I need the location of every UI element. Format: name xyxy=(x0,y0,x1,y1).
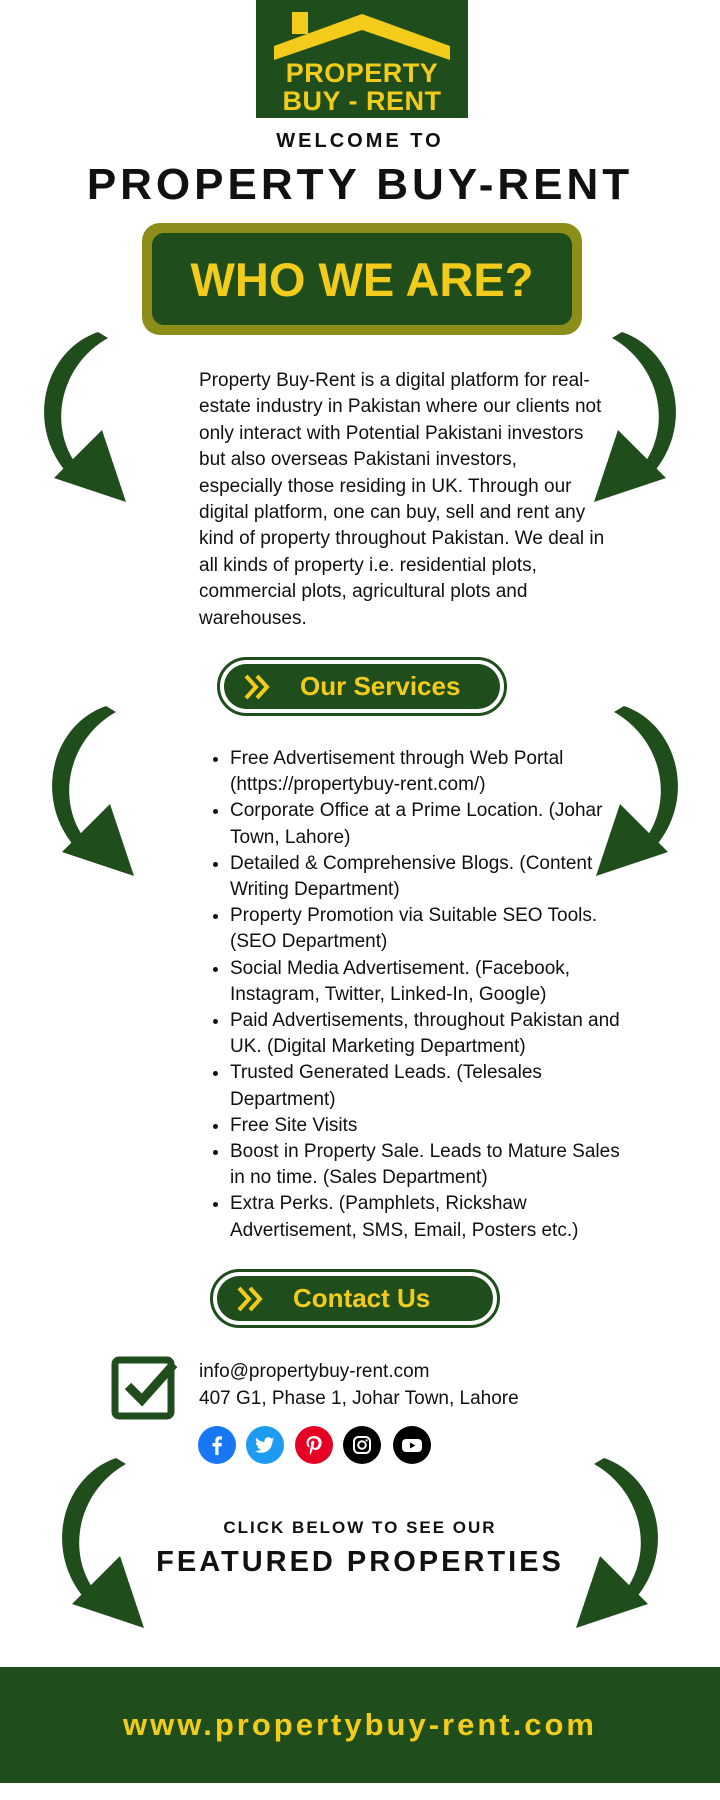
list-item: • Corporate Office at a Prime Location. (Johar Town, Lahore) xyxy=(230,798,630,850)
curved-arrow-left-icon xyxy=(38,700,148,890)
list-item: • Free Site Visits xyxy=(230,1113,630,1139)
checkbox-check-icon xyxy=(110,1350,182,1422)
list-item: • Social Media Advertisement. (Facebook, Instagram, Twitter, Linked-In, Google) xyxy=(230,956,630,1008)
contact-us-button[interactable] xyxy=(210,1269,500,1328)
featured-properties-link[interactable]: FEATURED PROPERTIES xyxy=(156,1546,564,1578)
list-item: • Boost in Property Sale. Leads to Mature Sales in no time. (Sales Department) xyxy=(230,1139,630,1191)
list-item: • Paid Advertisements, throughout Pakistan and UK. (Digital Marketing Department) xyxy=(230,1008,630,1060)
youtube-icon[interactable] xyxy=(393,1426,431,1464)
who-we-are-heading: WHO WE ARE? xyxy=(190,252,534,306)
logo-line-1: PROPERTY xyxy=(285,58,439,88)
curved-arrow-left-icon xyxy=(30,326,140,516)
about-paragraph: Property Buy-Rent is a digital platform for real-estate industry in Pakistan where our clients not only interact with Potential Pakistani investors but also overseas Pakistani investors, especially those residing in UK. Through our digital platform, one can buy, sell and rent any kind of property throughout Pakistan. We deal in all kinds of property i.e. residential plots, commercial plots, agricultural plots and warehouses. xyxy=(199,370,605,629)
footer-bar xyxy=(0,1667,720,1783)
twitter-icon[interactable] xyxy=(246,1426,284,1464)
page-title: PROPERTY BUY-RENT xyxy=(86,160,634,209)
contact-email[interactable]: info@propertybuy-rent.com xyxy=(199,1361,430,1382)
contact-us-label: Contact Us xyxy=(293,1283,431,1313)
website-url-link[interactable]: www.propertybuy-rent.com xyxy=(123,1707,597,1742)
double-chevron-right-icon xyxy=(240,669,276,705)
house-roof-icon xyxy=(274,8,450,62)
logo-line-2: BUY - RENT xyxy=(282,86,442,116)
contact-address: 407 G1, Phase 1, Johar Town, Lahore xyxy=(199,1388,519,1409)
brand-logo[interactable] xyxy=(256,0,468,118)
our-services-button[interactable] xyxy=(217,657,507,716)
services-list xyxy=(206,746,630,1244)
pinterest-icon[interactable] xyxy=(295,1426,333,1464)
list-item: • Extra Perks. (Pamphlets, Rickshaw Advertisement, SMS, Email, Posters etc.) xyxy=(230,1191,630,1243)
welcome-text: WELCOME TO xyxy=(276,130,444,152)
who-we-are-banner xyxy=(142,223,582,335)
featured-subtitle: CLICK BELOW TO SEE OUR xyxy=(223,1518,497,1537)
facebook-icon[interactable] xyxy=(198,1426,236,1464)
our-services-label: Our Services xyxy=(300,671,461,701)
list-item: • Detailed & Comprehensive Blogs. (Content Writing Department) xyxy=(230,851,630,903)
list-item: • Trusted Generated Leads. (Telesales Department) xyxy=(230,1060,630,1112)
list-item: • Free Advertisement through Web Portal (https://propertybuy-rent.com/) xyxy=(230,746,630,798)
list-item: • Property Promotion via Suitable SEO Tools. (SEO Department) xyxy=(230,903,630,955)
double-chevron-right-icon xyxy=(233,1281,269,1317)
instagram-icon[interactable] xyxy=(343,1426,381,1464)
